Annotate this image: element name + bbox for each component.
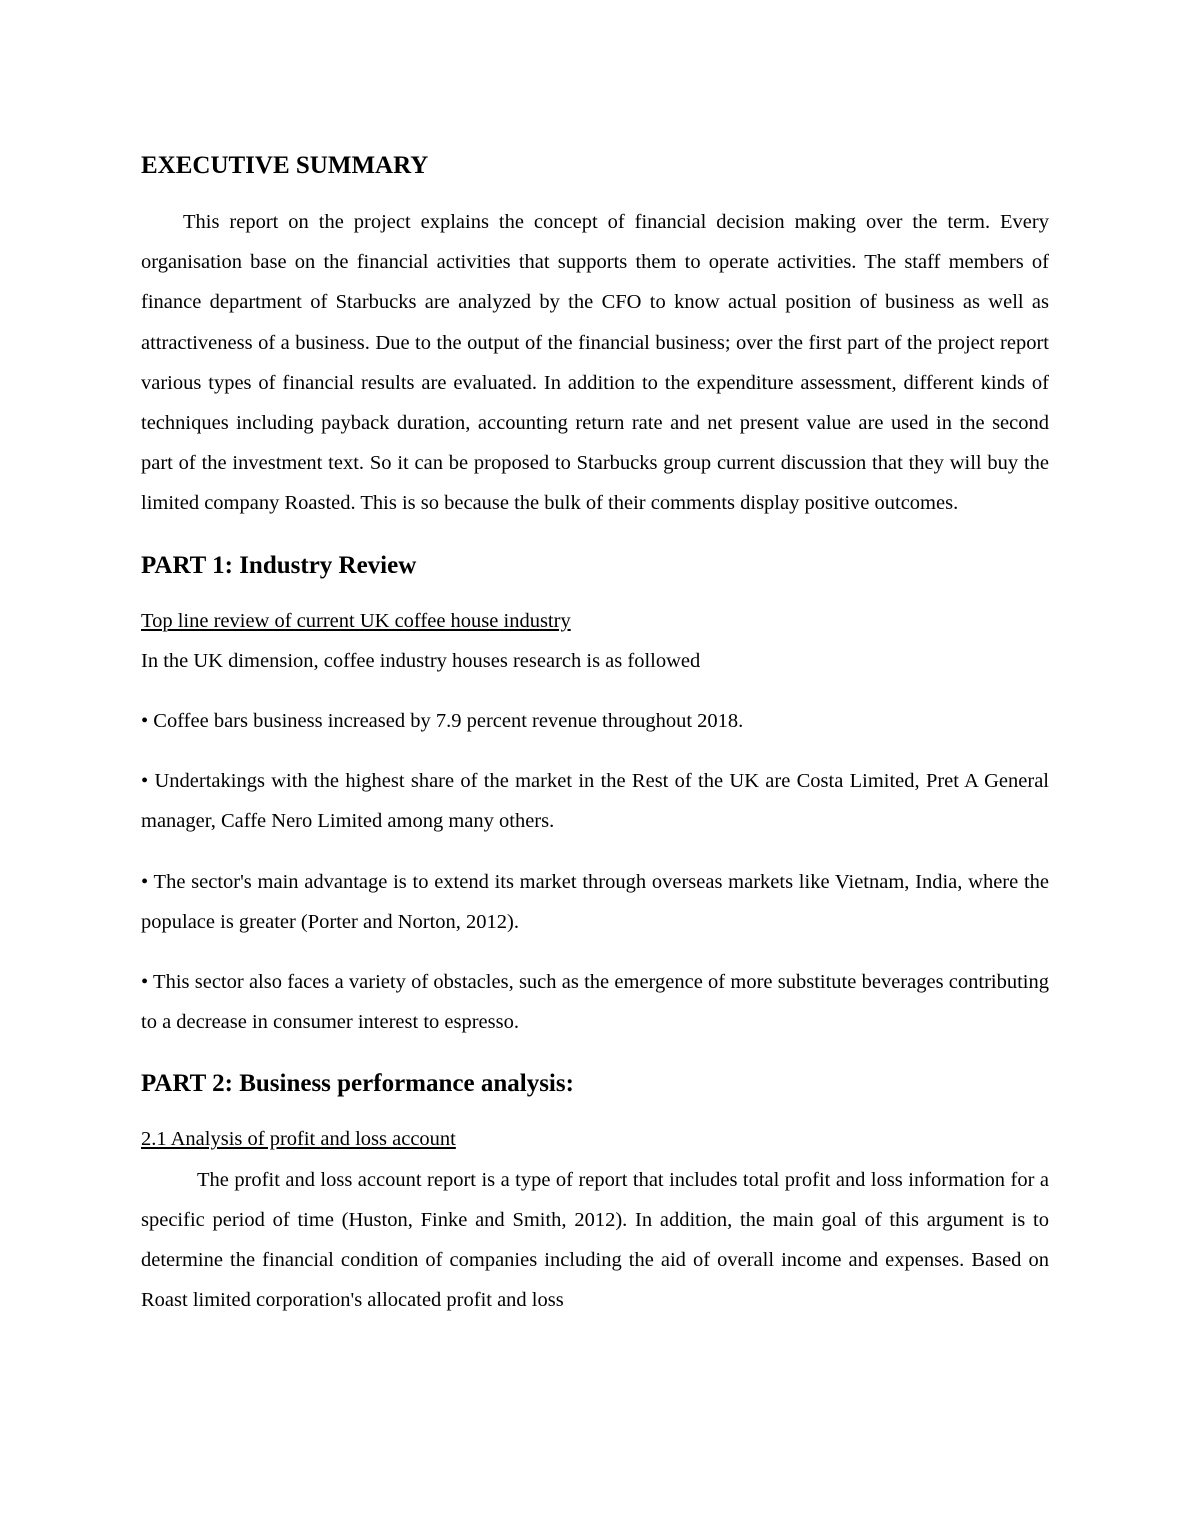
document-page	[141, 150, 1049, 1320]
part2-heading: PART 2: Business performance analysis:	[141, 1070, 574, 1098]
part1-bullet-4: • This sector also faces a variety of obstacles, such as the emergence of more substitute beverages contributing to a decrease in consumer interest to espresso.	[141, 971, 1049, 1034]
part2-subheading: 2.1 Analysis of profit and loss account	[141, 1128, 456, 1151]
part1-bullet-1: • Coffee bars business increased by 7.9 percent revenue throughout 2018.	[141, 710, 744, 733]
part1-subheading: Top line review of current UK coffee house industry	[141, 609, 571, 632]
part1-bullet-3: • The sector's main advantage is to extend its market through overseas markets like Vietnam, India, where the populace is greater (Porter and Norton, 2012).	[141, 870, 1049, 933]
part1-intro: In the UK dimension, coffee industry houses research is as followed	[141, 649, 701, 672]
part1-bullet-2: • Undertakings with the highest share of the market in the Rest of the UK are Costa Limited, Pret A General manager, Caffe Nero Limited among many others.	[141, 770, 1049, 833]
executive-summary-paragraph: This report on the project explains the concept of financial decision making over the term. Every organisation base on the financial activities that supports them to operate activities. The staff members of finance department of Starbucks are analyzed by the CFO to know actual position of business as well as attractiveness of a business. Due to the output of the financial business; over the first part of the project report various types of financial results are evaluated. In addition to the expenditure assessment, different kinds of techniques including payback duration, accounting return rate and net present value are used in the second part of the investment text. So it can be proposed to Starbucks group current discussion that they will buy the limited company Roasted. This is so because the bulk of their comments display positive outcomes.	[141, 211, 1049, 515]
part2-paragraph: The profit and loss account report is a type of report that includes total profit and loss information for a specific period of time (Huston, Finke and Smith, 2012). In addition, the main goal of this argument is to determine the financial condition of companies including the aid of overall income and expenses. Based on Roast limited corporation's allocated profit and loss	[141, 1168, 1049, 1312]
part1-heading: PART 1: Industry Review	[141, 551, 417, 579]
executive-summary-title: EXECUTIVE SUMMARY	[141, 152, 429, 179]
